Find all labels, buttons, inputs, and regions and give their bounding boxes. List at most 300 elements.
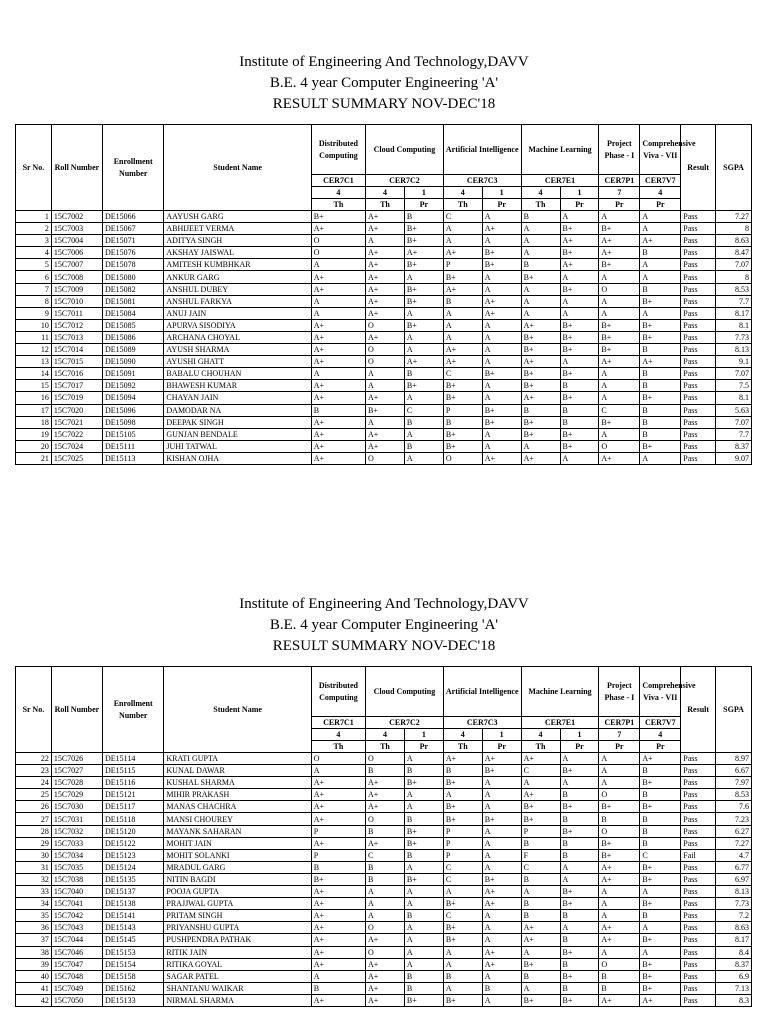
grade-dc: A+ [311,946,365,958]
grade-ml-pr: B [560,416,599,428]
sgpa: 8.1 [716,392,752,404]
grade-ml-th: B+ [521,344,560,356]
grade-ai-pr: B+ [482,813,521,825]
grade-pp: B+ [599,837,640,849]
table-row [16,910,752,922]
grade-pp: A [599,380,640,392]
roll-number: 15C7029 [51,789,102,801]
grade-dc: A+ [311,223,365,235]
table-row [16,452,752,464]
grade-cv: B [640,825,681,837]
result: Pass [681,958,716,970]
grade-dc: A+ [311,922,365,934]
result: Pass [681,946,716,958]
grade-cv: B+ [640,898,681,910]
grade-ml-th: C [521,765,560,777]
sgpa: 8.63 [716,922,752,934]
enrollment-number: DE15092 [102,380,163,392]
table-row [16,247,752,259]
credit: 4 [311,187,365,199]
result: Pass [681,813,716,825]
grade-dc: A+ [311,958,365,970]
grade-ai-pr: A+ [482,886,521,898]
sr-no: 10 [16,319,52,331]
grade-cv: B [640,368,681,380]
grade-ai-th: C [443,211,482,223]
table-row [16,765,752,777]
table-row [16,994,752,1006]
grade-ml-pr: B+ [560,428,599,440]
grade-ai-pr: A+ [482,898,521,910]
grade-ml-pr: B [560,837,599,849]
roll-number: 15C7019 [51,392,102,404]
col-student-name: Student Name [164,125,311,211]
code-cv: CER7V7 [640,175,681,187]
student-name: POOJA GUPTA [164,886,311,898]
student-name: MOHIT JAIN [164,837,311,849]
grade-ai-pr: A [482,331,521,343]
result: Pass [681,934,716,946]
grade-ai-pr: A [482,922,521,934]
grade-cc-pr: A [404,958,443,970]
sgpa: 7.6 [716,801,752,813]
roll-number: 15C7010 [51,295,102,307]
grade-dc: B [311,861,365,873]
result: Pass [681,295,716,307]
enrollment-number: DE15114 [102,753,163,765]
sr-no: 28 [16,825,52,837]
type-label: Pr [482,741,521,753]
grade-pp: B [599,982,640,994]
sr-no: 9 [16,307,52,319]
grade-cc-th: A [366,368,405,380]
result: Pass [681,271,716,283]
grade-ml-pr: B+ [560,765,599,777]
col-sr: Sr No. [16,125,52,211]
student-name: PUSHPENDRA PATHAK [164,934,311,946]
col-roll: Roll Number [51,667,102,753]
grade-ml-pr: B+ [560,392,599,404]
col-distributed-computing: Distributed Computing [311,125,365,175]
grade-cc-th: O [366,813,405,825]
sr-no: 13 [16,356,52,368]
roll-number: 15C7050 [51,994,102,1006]
student-name: ANUJ JAIN [164,307,311,319]
grade-ai-pr: A [482,970,521,982]
grade-dc: A+ [311,837,365,849]
grade-cc-th: B [366,825,405,837]
col-sgpa: SGPA [716,125,752,211]
grade-cc-th: O [366,356,405,368]
grade-cc-pr: B+ [404,994,443,1006]
table-row [16,416,752,428]
result: Pass [681,910,716,922]
grade-ai-th: A+ [443,247,482,259]
enrollment-number: DE15105 [102,428,163,440]
grade-cc-th: A [366,235,405,247]
sgpa: 7.27 [716,211,752,223]
sgpa: 8.37 [716,958,752,970]
grade-cv: B+ [640,958,681,970]
table-row [16,344,752,356]
grade-ml-th: B [521,211,560,223]
grade-pp: B+ [599,416,640,428]
student-name: AKSHAY JAISWAL [164,247,311,259]
grade-ml-pr: A [560,861,599,873]
sgpa: 6.97 [716,873,752,885]
sgpa: 6.77 [716,861,752,873]
enrollment-number: DE15086 [102,331,163,343]
type-label: Th [443,199,482,211]
grade-pp: A [599,753,640,765]
student-name: KUNAL DAWAR [164,765,311,777]
student-name: ABHIJEET VERMA [164,223,311,235]
roll-number: 15C7016 [51,368,102,380]
enrollment-number: DE15071 [102,235,163,247]
sr-no: 11 [16,331,52,343]
table-row [16,958,752,970]
enrollment-number: DE15089 [102,344,163,356]
result: Pass [681,982,716,994]
result: Pass [681,428,716,440]
grade-dc: A+ [311,777,365,789]
sr-no: 40 [16,970,52,982]
enrollment-number: DE15091 [102,368,163,380]
grade-cc-th: A+ [366,211,405,223]
grade-dc: A+ [311,271,365,283]
student-name: DAMODAR NA [164,404,311,416]
grade-pp: O [599,283,640,295]
type-label: Th [366,199,405,211]
grade-ai-pr: A [482,235,521,247]
grade-cv: B+ [640,801,681,813]
credit: 4 [366,187,405,199]
grade-ml-th: B [521,837,560,849]
sgpa: 7.23 [716,813,752,825]
grade-ai-pr: B+ [482,247,521,259]
grade-ml-pr: A [560,295,599,307]
result: Pass [681,777,716,789]
table-row [16,295,752,307]
grade-cc-pr: A [404,428,443,440]
table-row [16,946,752,958]
code-dc: CER7C1 [311,717,365,729]
grade-cv: B+ [640,777,681,789]
col-student-name: Student Name [164,667,311,753]
grade-dc: O [311,247,365,259]
sgpa: 8.13 [716,886,752,898]
result: Pass [681,886,716,898]
roll-number: 15C7046 [51,946,102,958]
grade-ml-pr: B+ [560,886,599,898]
sr-no: 2 [16,223,52,235]
grade-cc-th: O [366,452,405,464]
enrollment-number: DE15154 [102,958,163,970]
grade-cc-pr: A [404,801,443,813]
sr-no: 21 [16,452,52,464]
enrollment-number: DE15117 [102,801,163,813]
grade-cc-th: O [366,946,405,958]
table-row [16,259,752,271]
student-name: AMITESH KUMBHKAR [164,259,311,271]
type-label: Pr [640,199,681,211]
grade-ai-pr: A [482,849,521,861]
grade-cc-th: O [366,344,405,356]
grade-cc-pr: A [404,271,443,283]
grade-cv: A+ [640,235,681,247]
enrollment-number: DE15098 [102,416,163,428]
grade-ml-th: F [521,849,560,861]
grade-ml-th: A [521,946,560,958]
sgpa: 5.63 [716,404,752,416]
enrollment-number: DE15113 [102,452,163,464]
grade-ai-th: C [443,910,482,922]
enrollment-number: DE15138 [102,898,163,910]
grade-ai-pr: A [482,283,521,295]
roll-number: 15C7022 [51,428,102,440]
col-project-phase: Project Phase - I [599,667,640,717]
sr-no: 3 [16,235,52,247]
code-cc: CER7C2 [366,175,444,187]
grade-ai-pr: B+ [482,259,521,271]
grade-pp: B+ [599,259,640,271]
grade-cc-pr: A [404,789,443,801]
enrollment-number: DE15066 [102,211,163,223]
grade-ai-th: B+ [443,440,482,452]
grade-ai-th: B+ [443,934,482,946]
grade-cv: B [640,910,681,922]
table-row [16,307,752,319]
grade-pp: O [599,789,640,801]
grade-ml-pr: B [560,380,599,392]
sr-no: 41 [16,982,52,994]
grade-cv: B+ [640,319,681,331]
grade-ml-th: A+ [521,319,560,331]
grade-pp: A+ [599,356,640,368]
roll-number: 15C7038 [51,873,102,885]
grade-ml-th: C [521,861,560,873]
grade-ai-pr: A [482,934,521,946]
enrollment-number: DE15080 [102,271,163,283]
grade-ai-th: A+ [443,344,482,356]
enrollment-number: DE15133 [102,994,163,1006]
grade-ai-pr: A [482,211,521,223]
col-sgpa: SGPA [716,667,752,753]
grade-ai-th: P [443,837,482,849]
grade-ml-th: B [521,404,560,416]
grade-ml-th: A [521,307,560,319]
grade-dc: A+ [311,789,365,801]
grade-ml-pr: B+ [560,994,599,1006]
grade-ml-th: B [521,970,560,982]
enrollment-number: DE15143 [102,922,163,934]
result: Pass [681,801,716,813]
grade-cc-pr: A [404,946,443,958]
grade-ai-th: C [443,873,482,885]
sgpa: 4.7 [716,849,752,861]
result: Pass [681,368,716,380]
student-name: MRADUL GARG [164,861,311,873]
result: Pass [681,259,716,271]
grade-dc: P [311,825,365,837]
sgpa: 7.7 [716,428,752,440]
grade-ml-th: A+ [521,356,560,368]
table-row [16,825,752,837]
grade-ai-pr: A+ [482,295,521,307]
roll-number: 15C7008 [51,271,102,283]
grade-cc-pr: A [404,861,443,873]
result: Pass [681,404,716,416]
grade-cc-th: B+ [366,404,405,416]
enrollment-number: DE15120 [102,825,163,837]
grade-ml-th: A [521,247,560,259]
grade-cc-pr: B+ [404,295,443,307]
grade-dc: O [311,235,365,247]
enrollment-number: DE15158 [102,970,163,982]
grade-pp: A [599,886,640,898]
grade-ml-pr: B+ [560,946,599,958]
grade-ml-th: A [521,886,560,898]
grade-ml-pr: A [560,211,599,223]
grade-ml-pr: B [560,958,599,970]
grade-cv: B+ [640,970,681,982]
credit: 4 [366,729,405,741]
grade-ai-pr: A [482,356,521,368]
credit: 7 [599,729,640,741]
grade-ai-th: P [443,259,482,271]
sr-no: 34 [16,898,52,910]
grade-ai-th: B+ [443,777,482,789]
grade-cv: B [640,380,681,392]
table-row [16,283,752,295]
credit: 7 [599,187,640,199]
sr-no: 14 [16,368,52,380]
grade-cc-pr: A [404,934,443,946]
grade-ml-th: B+ [521,380,560,392]
grade-dc: P [311,849,365,861]
grade-ml-pr: A [560,307,599,319]
grade-cc-pr: A [404,898,443,910]
grade-cv: B [640,789,681,801]
grade-ml-th: A [521,283,560,295]
grade-ml-pr: B+ [560,825,599,837]
student-name: ANSHUL FARKYA [164,295,311,307]
grade-ml-pr: B [560,789,599,801]
grade-pp: O [599,958,640,970]
grade-dc: A [311,765,365,777]
table-row [16,934,752,946]
roll-number: 15C7011 [51,307,102,319]
grade-cc-pr: A [404,344,443,356]
roll-number: 15C7032 [51,825,102,837]
grade-cc-th: A+ [366,392,405,404]
code-cv: CER7V7 [640,717,681,729]
col-enrollment: Enrollment Number [102,667,163,753]
enrollment-number: DE15137 [102,886,163,898]
col-artificial-intelligence: Artificial Intelligence [443,667,521,717]
student-name: DEEPAK SINGH [164,416,311,428]
type-label: Pr [560,741,599,753]
table-row [16,211,752,223]
grade-pp: A [599,271,640,283]
grade-dc: A+ [311,356,365,368]
grade-cc-pr: B [404,813,443,825]
student-name: NITIN BAGDI [164,873,311,885]
grade-ai-pr: A+ [482,307,521,319]
table-row [16,849,752,861]
sr-no: 33 [16,886,52,898]
grade-ml-th: A+ [521,753,560,765]
sgpa: 7.07 [716,416,752,428]
table-row [16,428,752,440]
grade-ml-th: B [521,910,560,922]
type-label: Pr [599,199,640,211]
grade-pp: C [599,404,640,416]
grade-pp: A [599,211,640,223]
grade-cc-pr: B+ [404,319,443,331]
code-pp: CER7P1 [599,175,640,187]
grade-cc-pr: C [404,404,443,416]
grade-pp: B [599,813,640,825]
page-header-1 [0,52,768,115]
grade-ml-th: B+ [521,271,560,283]
sr-no: 22 [16,753,52,765]
grade-pp: O [599,825,640,837]
student-name: APURVA SISODIYA [164,319,311,331]
grade-ai-pr: A [482,319,521,331]
sgpa: 7.13 [716,982,752,994]
enrollment-number: DE15135 [102,873,163,885]
student-name: BABALU CHOUHAN [164,368,311,380]
grade-dc: A+ [311,994,365,1006]
grade-cc-th: A+ [366,428,405,440]
credit: 1 [560,729,599,741]
grade-cc-pr: B+ [404,777,443,789]
grade-ml-pr: B [560,849,599,861]
sr-no: 16 [16,392,52,404]
enrollment-number: DE15096 [102,404,163,416]
grade-ai-th: O [443,452,482,464]
grade-cc-pr: B+ [404,825,443,837]
student-name: PRIYANSHU GUPTA [164,922,311,934]
grade-pp: A+ [599,235,640,247]
sr-no: 29 [16,837,52,849]
code-pp: CER7P1 [599,717,640,729]
table-row [16,982,752,994]
grade-cv: A [640,307,681,319]
col-artificial-intelligence: Artificial Intelligence [443,125,521,175]
grade-cc-th: A+ [366,283,405,295]
sgpa: 8.1 [716,319,752,331]
grade-cv: B+ [640,982,681,994]
col-machine-learning: Machine Learning [521,125,599,175]
student-name: ARCHANA CHOYAL [164,331,311,343]
sr-no: 35 [16,910,52,922]
grade-cc-th: A+ [366,271,405,283]
type-label: Th [311,741,365,753]
grade-pp: A [599,946,640,958]
grade-ml-pr: B+ [560,247,599,259]
sgpa: 8.37 [716,440,752,452]
grade-ai-th: P [443,849,482,861]
grade-ai-pr: A [482,910,521,922]
grade-ml-pr: B+ [560,898,599,910]
sgpa: 7.97 [716,777,752,789]
grade-ai-th: B [443,970,482,982]
table-row [16,801,752,813]
grade-pp: A+ [599,452,640,464]
roll-number: 15C7034 [51,849,102,861]
